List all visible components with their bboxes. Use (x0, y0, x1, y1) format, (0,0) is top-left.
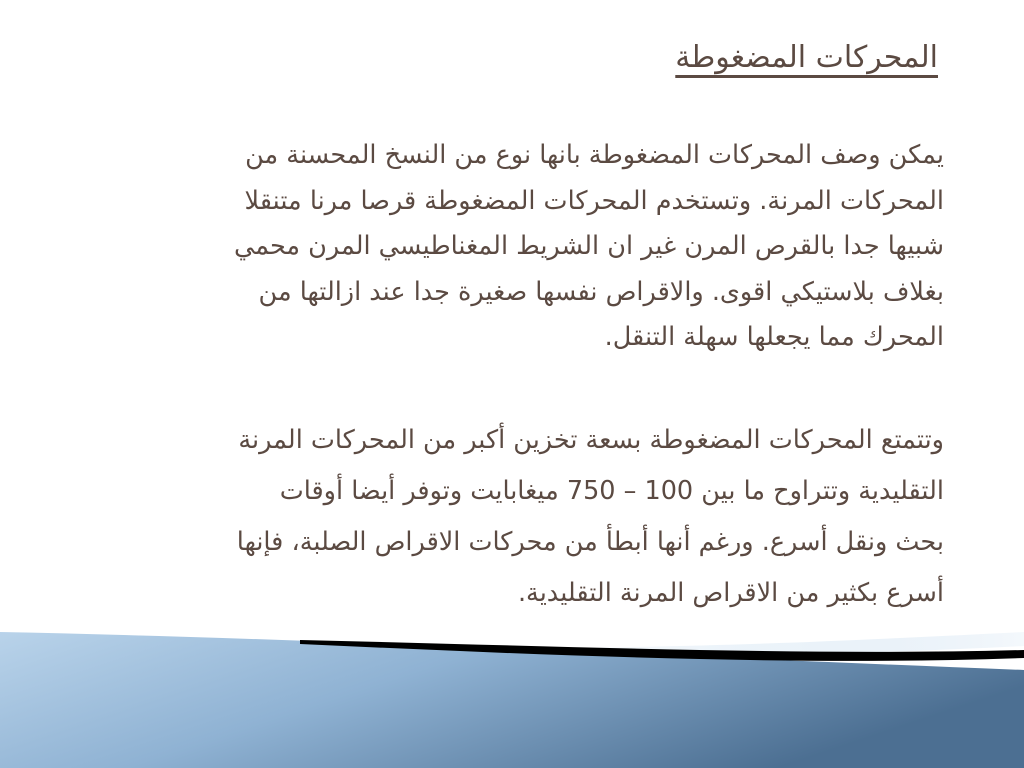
paragraph-1-line: المحركات المرنة. وتستخدم المحركات المضغوطة قرصا مرنا متنقلا (244, 185, 944, 216)
paragraph-2-line: بحث ونقل أسرع. ورغم أنها أبطأ من محركات الاقراص الصلبة، فإنها (236, 527, 944, 557)
footer-wave-graphic (0, 628, 1024, 768)
paragraph-2-line: وتتمتع المحركات المضغوطة بسعة تخزين أكبر من المحركات المرنة (238, 425, 944, 455)
paragraph-1-line: شبيها جدا بالقرص المرن غير ان الشريط المغناطيسي المرن محمي (233, 231, 944, 261)
paragraph-2-line: التقليدية وتتراوح ما بين 100 – 750 ميغابايت وتوفر أيضا أوقات (279, 476, 944, 506)
slide-title: المحركات المضغوطة (675, 40, 938, 75)
paragraph-2-line: أسرع بكثير من الاقراص المرنة التقليدية. (517, 578, 944, 608)
paragraph-1 (76, 133, 944, 361)
paragraph-1-line: بغلاف بلاستيكي اقوى. والاقراص نفسها صغيرة جدا عند ازالتها من (258, 276, 944, 307)
paragraph-2 (76, 415, 944, 619)
paragraph-1-line: المحرك مما يجعلها سهلة التنقل. (604, 322, 944, 352)
footer-wave-band (0, 628, 1024, 768)
paragraph-1-line: يمكن وصف المحركات المضغوطة بانها نوع من النسخ المحسنة من (245, 140, 944, 170)
